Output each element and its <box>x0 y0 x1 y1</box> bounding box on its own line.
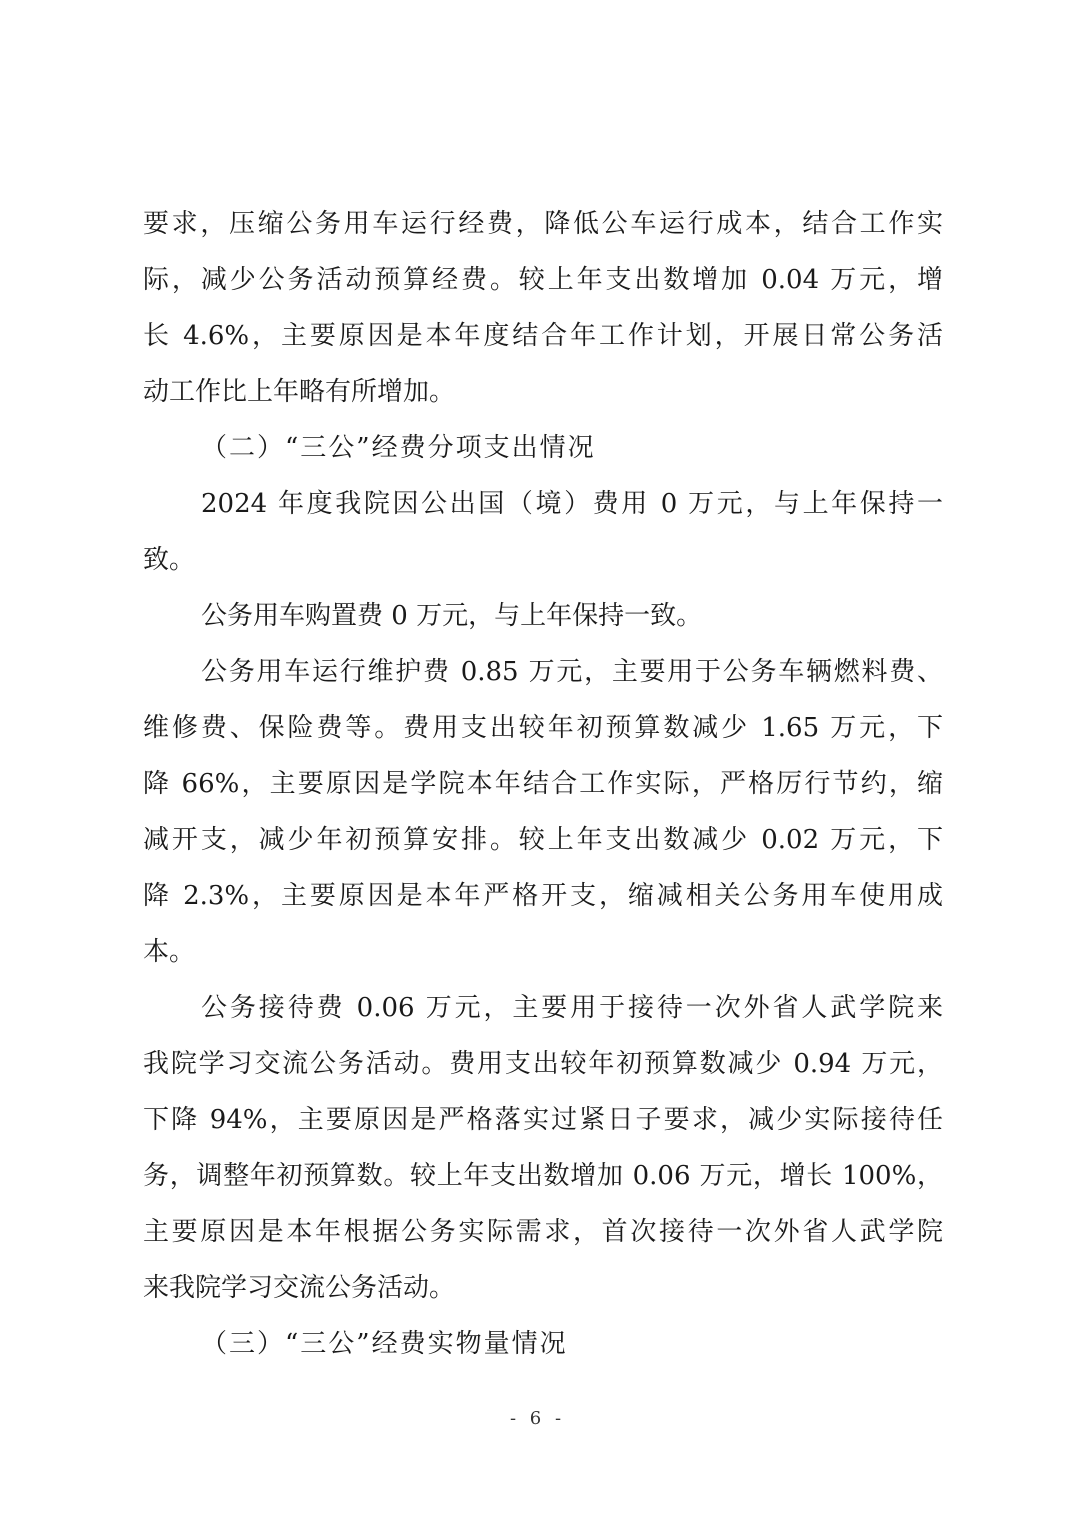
paragraph-line: 下降 94%，主要原因是严格落实过紧日子要求，减少实际接待任 <box>143 1105 943 1135</box>
paragraph-line: 公务用车运行维护费 0.85 万元，主要用于公务车辆燃料费、 <box>201 657 943 687</box>
paragraph-line: 降 2.3%，主要原因是本年严格开支，缩减相关公务用车使用成 <box>143 881 943 911</box>
paragraph-line: 2024 年度我院因公出国（境）费用 0 万元，与上年保持一 <box>201 489 943 519</box>
section-heading: （二）“三公”经费分项支出情况 <box>201 433 596 463</box>
paragraph-line: 长 4.6%，主要原因是本年度结合年工作计划，开展日常公务活 <box>143 321 943 351</box>
body-text <box>143 196 943 1372</box>
paragraph-line: 减开支，减少年初预算安排。较上年支出数减少 0.02 万元，下 <box>143 825 943 855</box>
paragraph-line: 主要原因是本年根据公务实际需求，首次接待一次外省人武学院 <box>143 1217 943 1247</box>
paragraph-line: 际，减少公务活动预算经费。较上年支出数增加 0.04 万元，增 <box>143 265 943 295</box>
paragraph-line: 公务接待费 0.06 万元，主要用于接待一次外省人武学院来 <box>201 993 943 1023</box>
paragraph-line: 本。 <box>143 937 196 967</box>
paragraph-line: 来我院学习交流公务活动。 <box>143 1273 456 1303</box>
paragraph-line: 务，调整年初预算数。较上年支出数增加 0.06 万元，增长 100%， <box>143 1161 943 1191</box>
paragraph-line: 动工作比上年略有所增加。 <box>143 377 456 407</box>
section-heading: （三）“三公”经费实物量情况 <box>201 1329 568 1359</box>
paragraph-line: 要求，压缩公务用车运行经费，降低公车运行成本，结合工作实 <box>143 209 943 239</box>
paragraph-line: 公务用车购置费 0 万元，与上年保持一致。 <box>201 601 703 631</box>
paragraph-line: 我院学习交流公务活动。费用支出较年初预算数减少 0.94 万元， <box>143 1049 943 1079</box>
paragraph-line: 降 66%，主要原因是学院本年结合工作实际，严格厉行节约，缩 <box>143 769 943 799</box>
paragraph-line: 致。 <box>143 545 196 575</box>
page-number: - 6 - <box>509 1408 566 1429</box>
paragraph-line: 维修费、保险费等。费用支出较年初预算数减少 1.65 万元，下 <box>143 713 943 743</box>
